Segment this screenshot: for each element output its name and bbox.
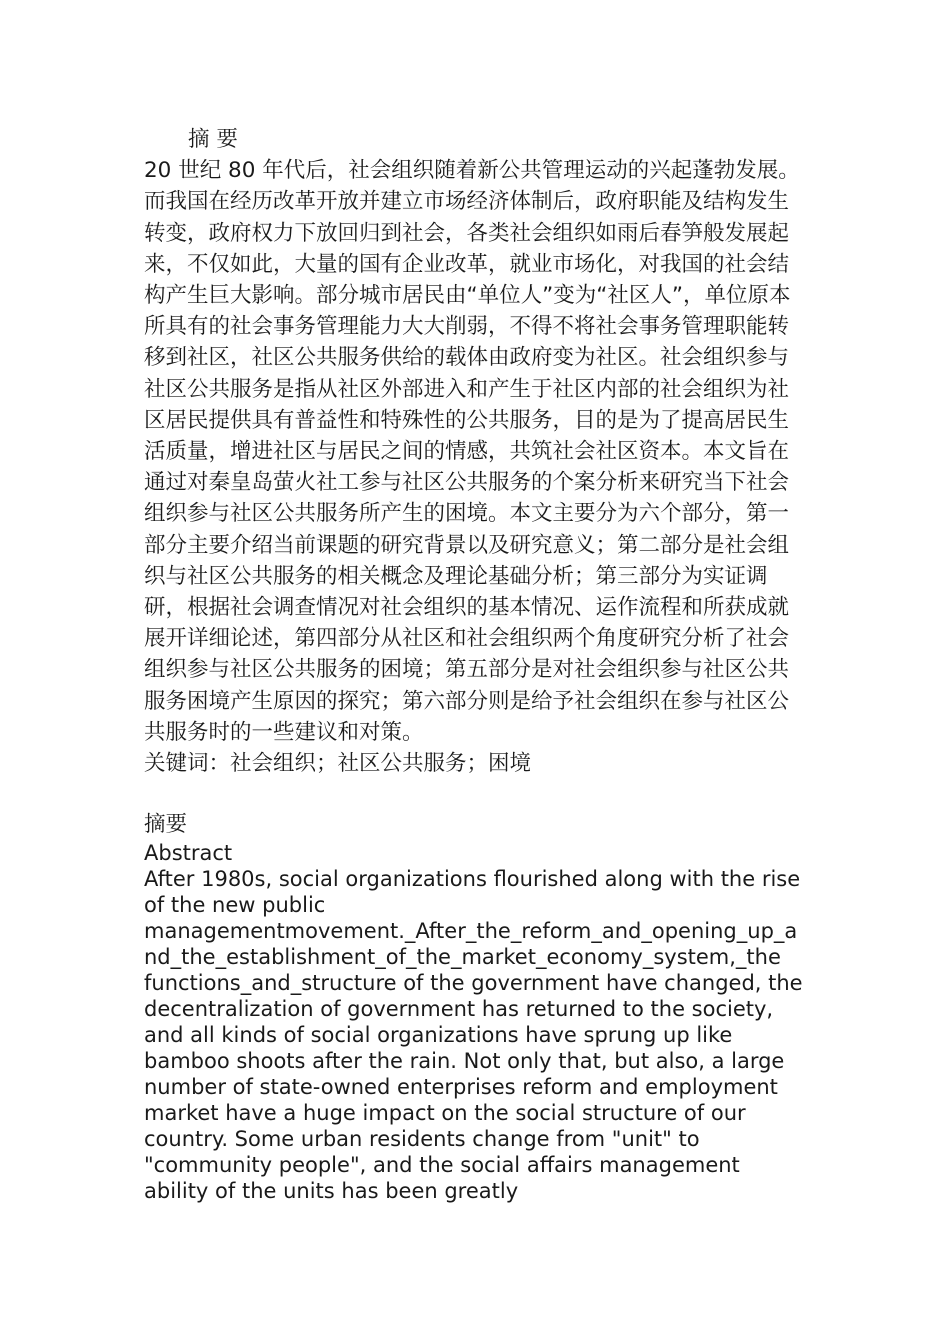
en-abstract-heading: Abstract [144, 841, 233, 866]
cn-abstract-body: 20 世纪 80 年代后，社会组织随着新公共管理运动的兴起蓬勃发展。而我国在经历改革开放并建立市场经济体制后，政府职能及结构发生转变，政府权力下放回归到社会，各类社会组织如雨后春笋般发展起来，不仅如此，大量的国有企业改革，就业市场化，对我国的社会结构产生巨大影响。部分城市居民由“单位人”变为“社区人”，单位原本所具有的社会事务管理能力大大削弱，不得不将社会事务管理职能转移到社区，社区公共服务供给的载体由政府变为社区。社会组织参与社区公共服务是指从社区外部进入和产生于社区内部的社会组织为社区居民提供具有普益性和特殊性的公共服务，目的是为了提高居民生活质量，增进社区与居民之间的情感，共筑社会社区资本。本文旨在通过对秦皇岛萤火社工参与社区公共服务的个案分析来研究当下社会组织参与社区公共服务所产生的困境。本文主要分为六个部分，第一部分主要介绍当前课题的研究背景以及研究意义；第二部分是社会组织与社区公共服务的相关概念及理论基础分析；第三部分为实证调研，根据社会调查情况对社会组织的基本情况、运作流程和所获成就展开详细论述，第四部分从社区和社会组织两个角度研究分析了社会组织参与社区公共服务的困境；第五部分是对社会组织参与社区公共服务困境产生原因的探究；第六部分则是给予社会组织在参与社区公共服务时的一些建议和对策。 [144, 158, 800, 745]
en-abstract-body: managementmovement._After_the_reform_and_opening_up_and_the_establishment_of_the_market_economy_system,_the functions_and_structure of the government have changed, the decentralization of government has returned to the society, and all kinds of social organizations have sprung up like bamboo shoots after the rain. Not only that, but also, a large number of state-owned enterprises reform and employment market have a huge impact on the social structure of our country. Some urban residents change from "unit" to "community people", and the social affairs management ability of the units has been greatly [144, 919, 803, 1204]
document-page [144, 124, 808, 1204]
cn-abstract-heading: 摘 要 [188, 127, 238, 152]
section-gap [144, 779, 808, 809]
en-abstract-line-1: After 1980s, social organizations flourished along with the rise of the new public [144, 867, 801, 918]
cn-keywords: 关键词：社会组织；社区公共服务；困境 [144, 751, 532, 777]
cn-abstract-heading-2: 摘要 [144, 812, 188, 838]
